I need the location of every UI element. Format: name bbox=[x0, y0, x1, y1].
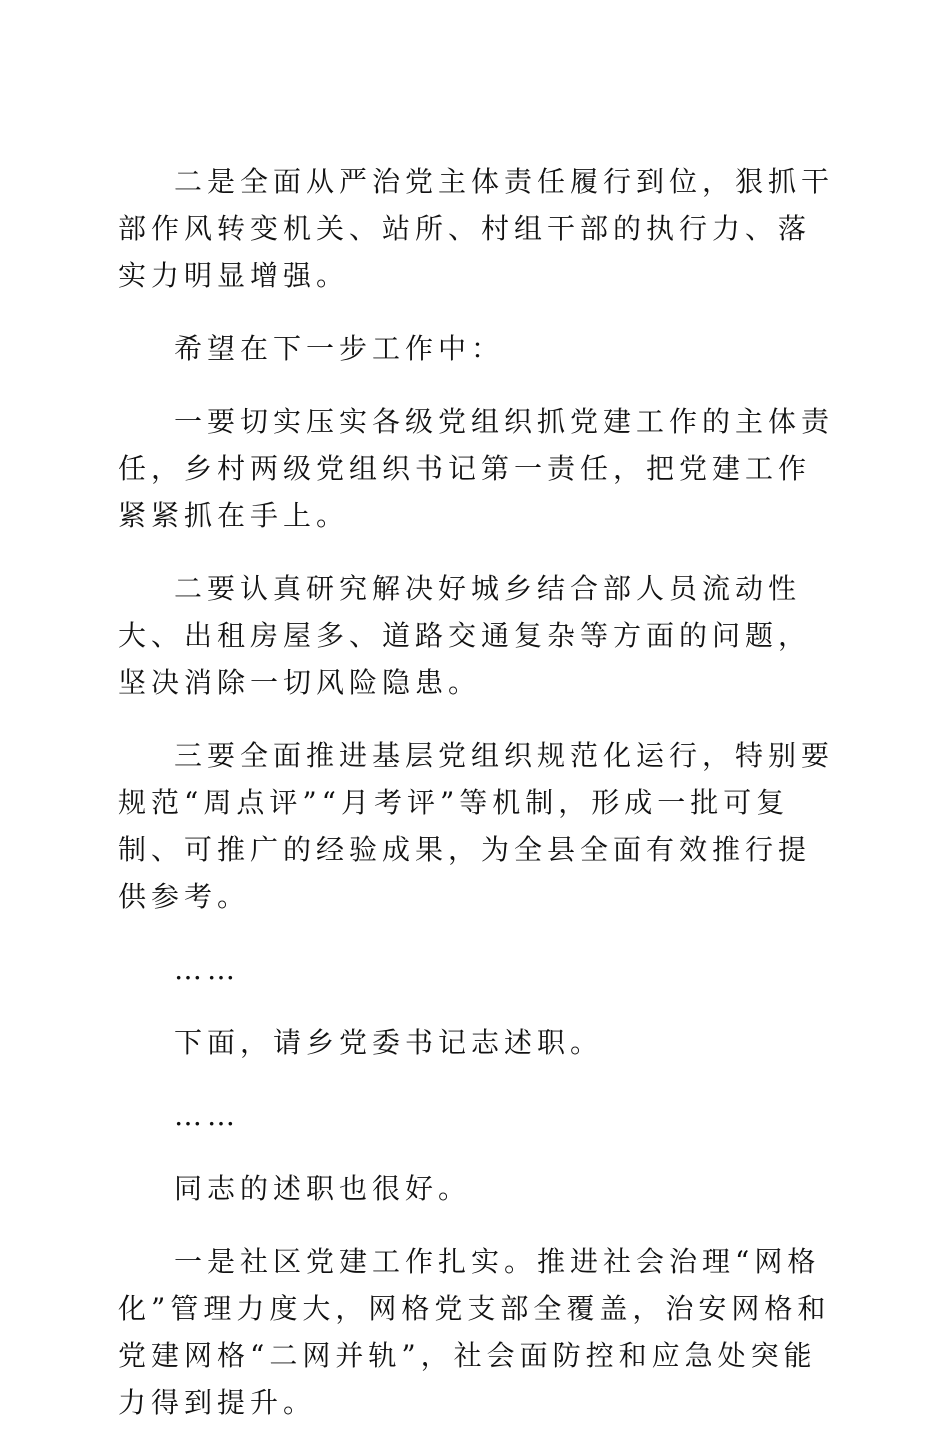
paragraph-8: …… bbox=[174, 1099, 240, 1132]
paragraph-4: 二要认真研究解决好城乡结合部人员流动性大、出租房屋多、道路交通复杂等方面的问题，坚决消除一切风险隐患。 bbox=[118, 572, 812, 699]
paragraph-1: 二是全面从严治党主体责任履行到位，狠抓干部作风转变机关、站所、村组干部的执行力、落实力明显增强。 bbox=[118, 165, 835, 292]
paragraph-2: 希望在下一步工作中： bbox=[174, 332, 505, 365]
paragraph-9: 同志的述职也很好。 bbox=[174, 1172, 472, 1205]
paragraph-3: 一要切实压实各级党组织抓党建工作的主体责任，乡村两级党组织书记第一责任，把党建工作紧紧抓在手上。 bbox=[118, 405, 835, 532]
paragraph-7: 下面，请乡党委书记志述职。 bbox=[174, 1026, 604, 1059]
paragraph-5: 三要全面推进基层党组织规范化运行，特别要规范“周点评”“月考评”等机制，形成一批可复制、可推广的经验成果，为全县全面有效推行提供参考。 bbox=[118, 739, 835, 913]
document-body bbox=[118, 158, 836, 1452]
paragraph-6: …… bbox=[174, 953, 240, 986]
paragraph-10: 一是社区党建工作扎实。推进社会治理“网格化”管理力度大，网格党支部全覆盖，治安网格和党建网格“二网并轨”，社会面防控和应急处突能力得到提升。 bbox=[118, 1245, 831, 1419]
